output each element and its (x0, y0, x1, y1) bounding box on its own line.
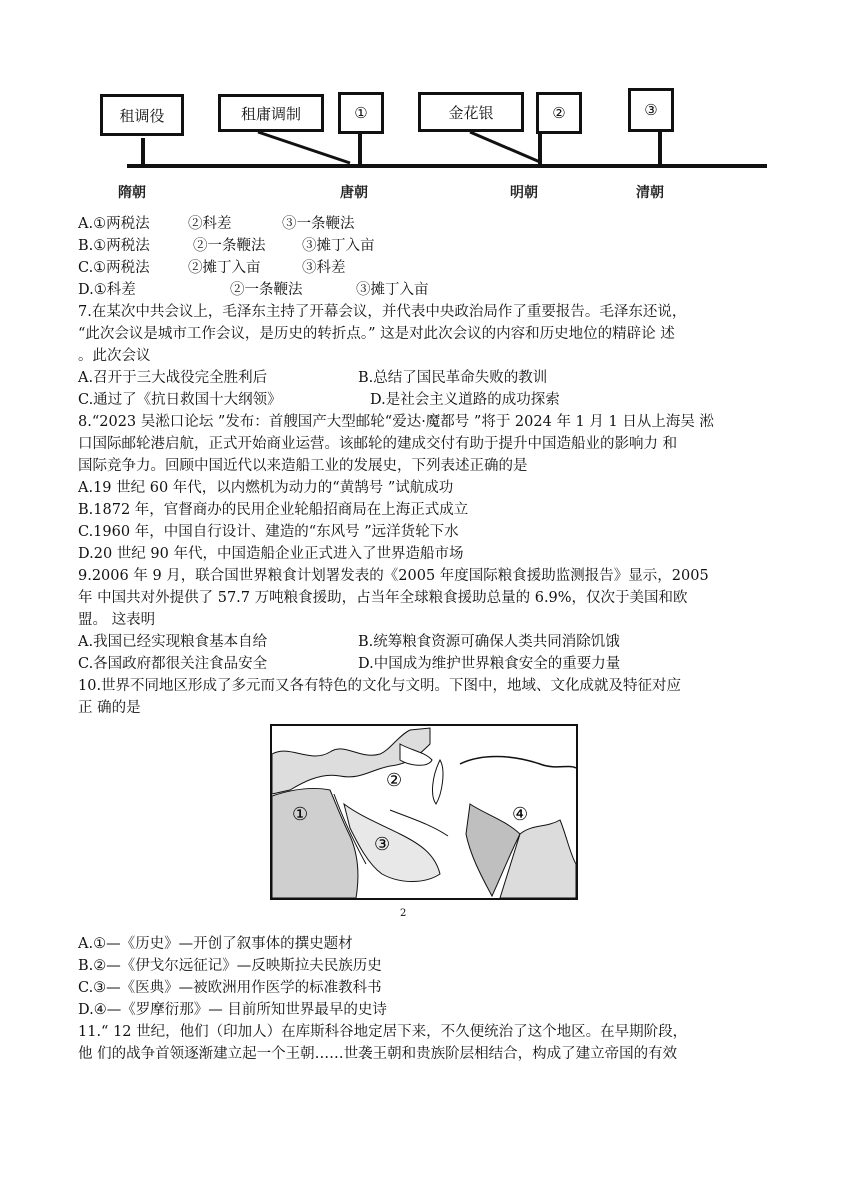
region-map-graphic (270, 724, 578, 900)
q8-stem-line-2: 口国际邮轮港启航，正式开始商业运营。该邮轮的建成交付有助于提升中国造船业的影响力 和 (78, 436, 678, 452)
map-label-2: ② (386, 770, 403, 791)
region-map (270, 724, 578, 900)
q11-stem-line-2: 他 们的战争首领逐渐建立起一个王朝……世袭王朝和贵族阶层相结合，构成了建立帝国的有效 (78, 1046, 678, 1062)
q10-option-a: A.①—《历史》—开创了叙事体的撰史题材 (78, 936, 353, 952)
q10-option-d: D.④—《罗摩衍那》— 目前所知世界最早的史诗 (78, 1002, 387, 1018)
q9-option-a: A.我国已经实现粮食基本自给 (78, 634, 268, 650)
q7-stem-line-3: 。此次会议 (78, 348, 151, 364)
q6-option-a-3: ③一条鞭法 (282, 216, 355, 232)
timeline-box-blank-1: ① (338, 92, 384, 134)
q7-option-d: D.是社会主义道路的成功探索 (370, 392, 560, 408)
timeline-box-jinhuayin: 金花银 (418, 92, 524, 132)
map-label-1: ① (292, 804, 309, 825)
q8-stem-line-3: 国际竞争力。回顾中国近代以来造船工业的发展史，下列表述正确的是 (78, 458, 528, 474)
map-label-3: ③ (374, 834, 391, 855)
q6-option-c-3: ③科差 (302, 260, 346, 276)
q10-stem-line-2: 正 确的是 (78, 700, 141, 716)
era-sui: 隋朝 (118, 185, 146, 201)
q10-option-c: C.③—《医典》—被欧洲用作医学的标准教科书 (78, 980, 382, 996)
q6-option-a-1: A.①两税法 (78, 216, 150, 232)
q8-option-d: D.20 世纪 90 年代，中国造船企业正式进入了世界造船市场 (78, 546, 464, 562)
q9-stem-line-2: 年 中国共对外提供了 57.7 万吨粮食援助，占当年全球粮食援助总量的 6.9%，仅次于美国和欧 (78, 590, 688, 606)
q6-option-b-3: ③摊丁入亩 (302, 238, 375, 254)
q11-stem-line-1: 11.“ 12 世纪，他们（印加人）在库斯科谷地定居下来，不久便统治了这个地区。在早期阶段， (78, 1024, 688, 1040)
q10-option-b: B.②—《伊戈尔远征记》—反映斯拉夫民族历史 (78, 958, 382, 974)
q10-stem-line-1: 10.世界不同地区形成了多元而又各有特色的文化与文明。下图中，地域、文化成就及特征对应 (78, 678, 682, 694)
timeline-box-zudiaoyi: 租调役 (100, 94, 184, 136)
timeline-box-blank-3: ③ (628, 88, 674, 132)
q6-option-c-1: C.①两税法 (78, 260, 150, 276)
q6-option-b-1: B.①两税法 (78, 238, 150, 254)
q7-option-c: C.通过了《抗日救国十大纲领》 (78, 392, 282, 408)
q8-option-a: A.19 世纪 60 年代，以内燃机为动力的“黄鹄号 ”试航成功 (78, 480, 454, 496)
q7-option-b: B.总结了国民革命失败的教训 (358, 370, 548, 386)
q9-stem-line-1: 9.2006 年 9 月，联合国世界粮食计划署发表的《2005 年度国际粮食援助监测报告》显示，2005 (78, 568, 709, 584)
q6-option-d-2: ②一条鞭法 (230, 282, 303, 298)
q6-option-a-2: ②科差 (188, 216, 232, 232)
q9-option-d: D.中国成为维护世界粮食安全的重要力量 (358, 656, 621, 672)
timeline-box-zuyongdiao: 租庸调制 (218, 94, 324, 132)
q9-option-c: C.各国政府都很关注食品安全 (78, 656, 268, 672)
q8-stem-line-1: 8.“2023 吴淞口论坛 ”发布：首艘国产大型邮轮“爱达·魔都号 ”将于 2024 年 1 月 1 日从上海吴 淞 (78, 414, 714, 430)
q6-option-d-3: ③摊丁入亩 (356, 282, 429, 298)
q6-option-b-2: ②一条鞭法 (193, 238, 266, 254)
map-label-4: ④ (512, 804, 529, 825)
era-tang: 唐朝 (340, 185, 368, 201)
q7-stem-line-1: 7.在某次中共会议上，毛泽东主持了开幕会议，并代表中央政治局作了重要报告。毛泽东还说， (78, 304, 687, 320)
q8-option-c: C.1960 年，中国自行设计、建造的“东风号 ”远洋货轮下水 (78, 524, 459, 540)
q6-option-c-2: ②摊丁入亩 (188, 260, 261, 276)
q7-option-a: A.召开于三大战役完全胜利后 (78, 370, 268, 386)
timeline-box-blank-2: ② (536, 92, 582, 134)
era-ming: 明朝 (510, 185, 538, 201)
page-number: 2 (400, 908, 407, 919)
era-qing: 清朝 (636, 185, 664, 201)
q6-option-d-1: D.①科差 (78, 282, 136, 298)
q8-option-b: B.1872 年，官督商办的民用企业轮船招商局在上海正式成立 (78, 502, 469, 518)
q7-stem-line-2: “此次会议是城市工作会议，是历史的转折点。” 这是对此次会议的内容和历史地位的精辟论 述 (78, 326, 675, 342)
q9-option-b: B.统筹粮食资源可确保人类共同消除饥饿 (358, 634, 620, 650)
q9-stem-line-3: 盟。 这表明 (78, 612, 156, 628)
